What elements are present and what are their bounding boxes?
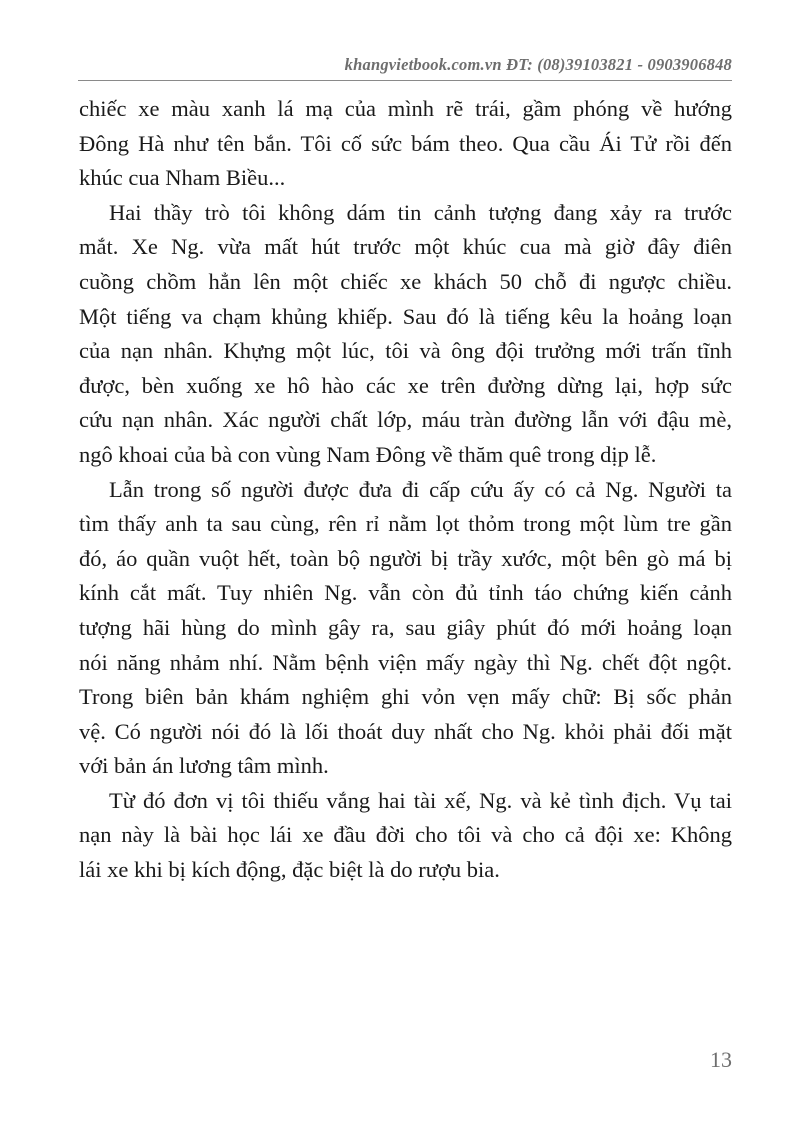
paragraph [79,473,732,784]
paragraph [79,92,732,196]
text-line: đó, áo quần vuột hết, toàn bộ người bị trầy xước, một bên gò má bị [79,545,732,571]
text-line: Từ đó đơn vị tôi thiếu vắng hai tài xế, Ng. và kẻ tình địch. Vụ tai [109,787,732,813]
header-rule [78,80,732,81]
paragraph [79,196,732,473]
text-line: lái xe khi bị kích động, đặc biệt là do rượu bia. [79,857,500,883]
text-line: khúc cua Nham Biều... [79,165,286,191]
text-line: kính cắt mất. Tuy nhiên Ng. vẫn còn đủ tỉnh táo chứng kiến cảnh [79,580,732,606]
text-line: Lẫn trong số người được đưa đi cấp cứu ấy có cả Ng. Người ta [109,476,732,502]
text-line: mắt. Xe Ng. vừa mất hút trước một khúc cua mà giờ đây điên [79,234,732,260]
running-header: khangvietbook.com.vn ĐT: (08)39103821 - 0903906848 [344,55,732,74]
page-number: 13 [710,1047,732,1072]
paragraph [79,784,732,888]
text-line: cứu nạn nhân. Xác người chất lớp, máu tràn đường lẫn với đậu mè, [79,407,732,433]
text-line: cuồng chồm hẳn lên một chiếc xe khách 50 chỗ đi ngược chiều. [79,268,732,294]
text-line: tượng hãi hùng do mình gây ra, sau giây phút đó mới hoảng loạn [79,614,732,640]
text-line: chiếc xe màu xanh lá mạ của mình rẽ trái, gầm phóng về hướng [79,96,732,121]
text-line: tìm thấy anh ta sau cùng, rên rỉ nằm lọt thỏm trong một lùm tre gần [79,511,732,537]
text-line: vệ. Có người nói đó là lối thoát duy nhất cho Ng. khỏi phải đối mặt [79,718,732,744]
text-line: với bản án lương tâm mình. [79,753,329,779]
text-line: nói năng nhảm nhí. Nằm bệnh viện mấy ngày thì Ng. chết đột ngột. [79,649,732,675]
text-line: ngô khoai của bà con vùng Nam Đông về thăm quê trong dịp lễ. [79,441,657,467]
body-text [79,92,732,888]
text-line: Một tiếng va chạm khủng khiếp. Sau đó là tiếng kêu la hoảng loạn [79,303,732,329]
text-line: của nạn nhân. Khựng một lúc, tôi và ông đội trưởng mới trấn tĩnh [79,338,732,364]
text-line: Đông Hà như tên bắn. Tôi cố sức bám theo. Qua cầu Ái Tử rồi đến [79,130,732,156]
text-line: nạn này là bài học lái xe đầu đời cho tôi và cho cả đội xe: Không [79,822,732,848]
text-line: được, bèn xuống xe hô hào các xe trên đường dừng lại, hợp sức [79,372,732,398]
text-line: Hai thầy trò tôi không dám tin cảnh tượng đang xảy ra trước [109,199,732,225]
text-line: Trong biên bản khám nghiệm ghi vỏn vẹn mấy chữ: Bị sốc phản [79,684,732,710]
